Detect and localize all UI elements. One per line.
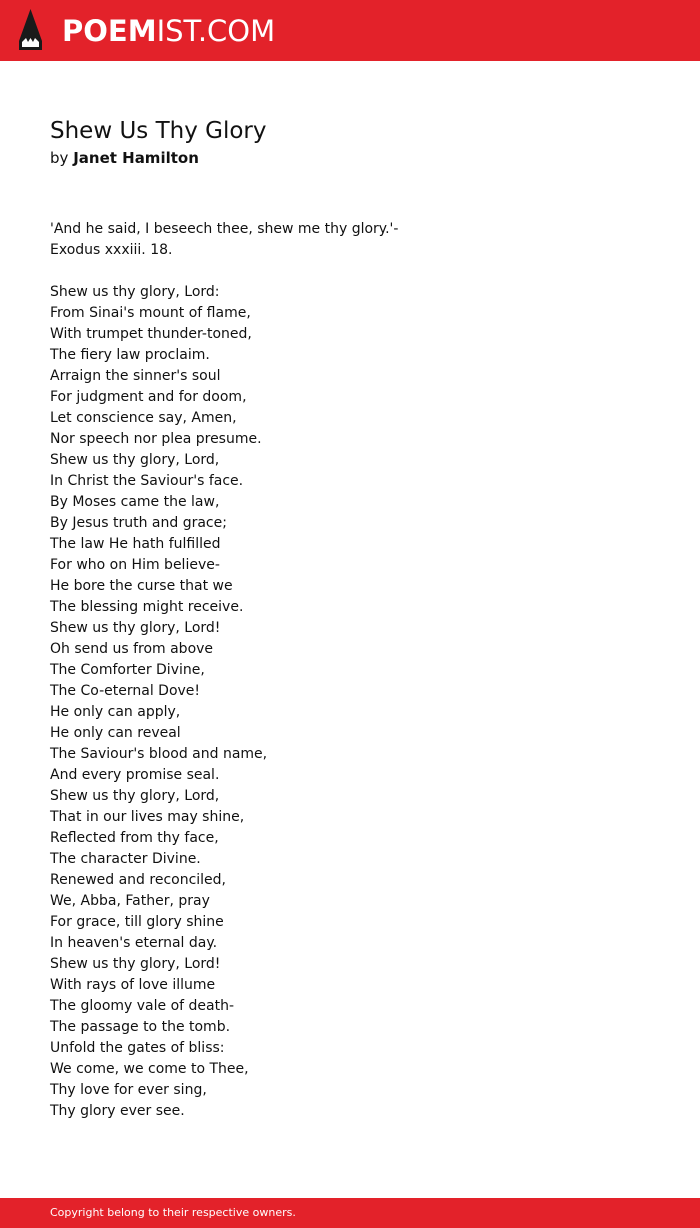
poem-line: We, Abba, Father, pray [50, 893, 210, 909]
copyright-text: Copyright belong to their respective owners. [50, 1206, 296, 1219]
poem-line: Unfold the gates of bliss: [50, 1040, 225, 1056]
site-header [0, 0, 700, 61]
poem-line: Let conscience say, Amen, [50, 410, 237, 426]
poem-line: The passage to the tomb. [50, 1019, 231, 1035]
poem-line: He only can apply, [50, 704, 181, 720]
poem-line: Shew us thy glory, Lord! [50, 956, 221, 972]
poem-line: Arraign the sinner's soul [50, 368, 221, 384]
poem-line: With trumpet thunder-toned, [50, 326, 252, 342]
poem-line: Exodus xxxiii. 18. [50, 242, 173, 258]
poem-title: Shew Us Thy Glory [50, 118, 267, 144]
poem-line: Renewed and reconciled, [50, 872, 227, 888]
poem-line: For who on Him believe- [50, 557, 220, 573]
poem-line: By Jesus truth and grace; [50, 515, 227, 531]
poem-line: And every promise seal. [50, 767, 220, 783]
poem-line: By Moses came the law, [50, 494, 220, 510]
poem-line: For judgment and for doom, [50, 389, 247, 405]
poem-line: Nor speech nor plea presume. [50, 431, 262, 447]
pen-nib-logo-icon[interactable] [18, 9, 43, 51]
logo-text-bold: POEM [62, 14, 157, 48]
poem-line: He only can reveal [50, 725, 181, 741]
poem-line: For grace, till glory shine [50, 914, 224, 930]
poem-line: The Co-eternal Dove! [50, 683, 201, 699]
poem-line: The Comforter Divine, [50, 662, 205, 678]
poem-line: Reflected from thy face, [50, 830, 219, 846]
poem-line: The character Divine. [50, 851, 201, 867]
poem-line: From Sinai's mount of flame, [50, 305, 251, 321]
poem-line: Shew us thy glory, Lord: [50, 284, 220, 300]
poem-line: The law He hath fulfilled [50, 536, 221, 552]
poem-line: In heaven's eternal day. [50, 935, 218, 951]
byline [50, 148, 199, 169]
site-logo[interactable] [62, 13, 275, 49]
poem-line: Shew us thy glory, Lord, [50, 452, 220, 468]
poem-line: Shew us thy glory, Lord, [50, 788, 220, 804]
poem-line: 'And he said, I beseech thee, shew me thy glory.'- [50, 221, 399, 237]
poem-line: Shew us thy glory, Lord! [50, 620, 221, 636]
logo-text-light: IST.COM [156, 14, 276, 48]
poem-line: We come, we come to Thee, [50, 1061, 249, 1077]
poem-line: The fiery law proclaim. [50, 347, 210, 363]
poem-line: Thy love for ever sing, [50, 1082, 207, 1098]
stanza-break [50, 261, 650, 282]
site-footer [0, 1198, 700, 1228]
poem-line: The Saviour's blood and name, [50, 746, 268, 762]
poem-line: In Christ the Saviour's face. [50, 473, 244, 489]
poem-line: That in our lives may shine, [50, 809, 245, 825]
poem-line: Thy glory ever see. [50, 1103, 185, 1119]
poem-line: The blessing might receive. [50, 599, 244, 615]
poem-line: With rays of love illume [50, 977, 216, 993]
poem-line: He bore the curse that we [50, 578, 233, 594]
poem-line: The gloomy vale of death- [50, 998, 235, 1014]
poem-line: Oh send us from above [50, 641, 214, 657]
author-name: Janet Hamilton [73, 149, 199, 167]
poem-body [50, 219, 650, 1122]
by-label: by [50, 149, 69, 167]
